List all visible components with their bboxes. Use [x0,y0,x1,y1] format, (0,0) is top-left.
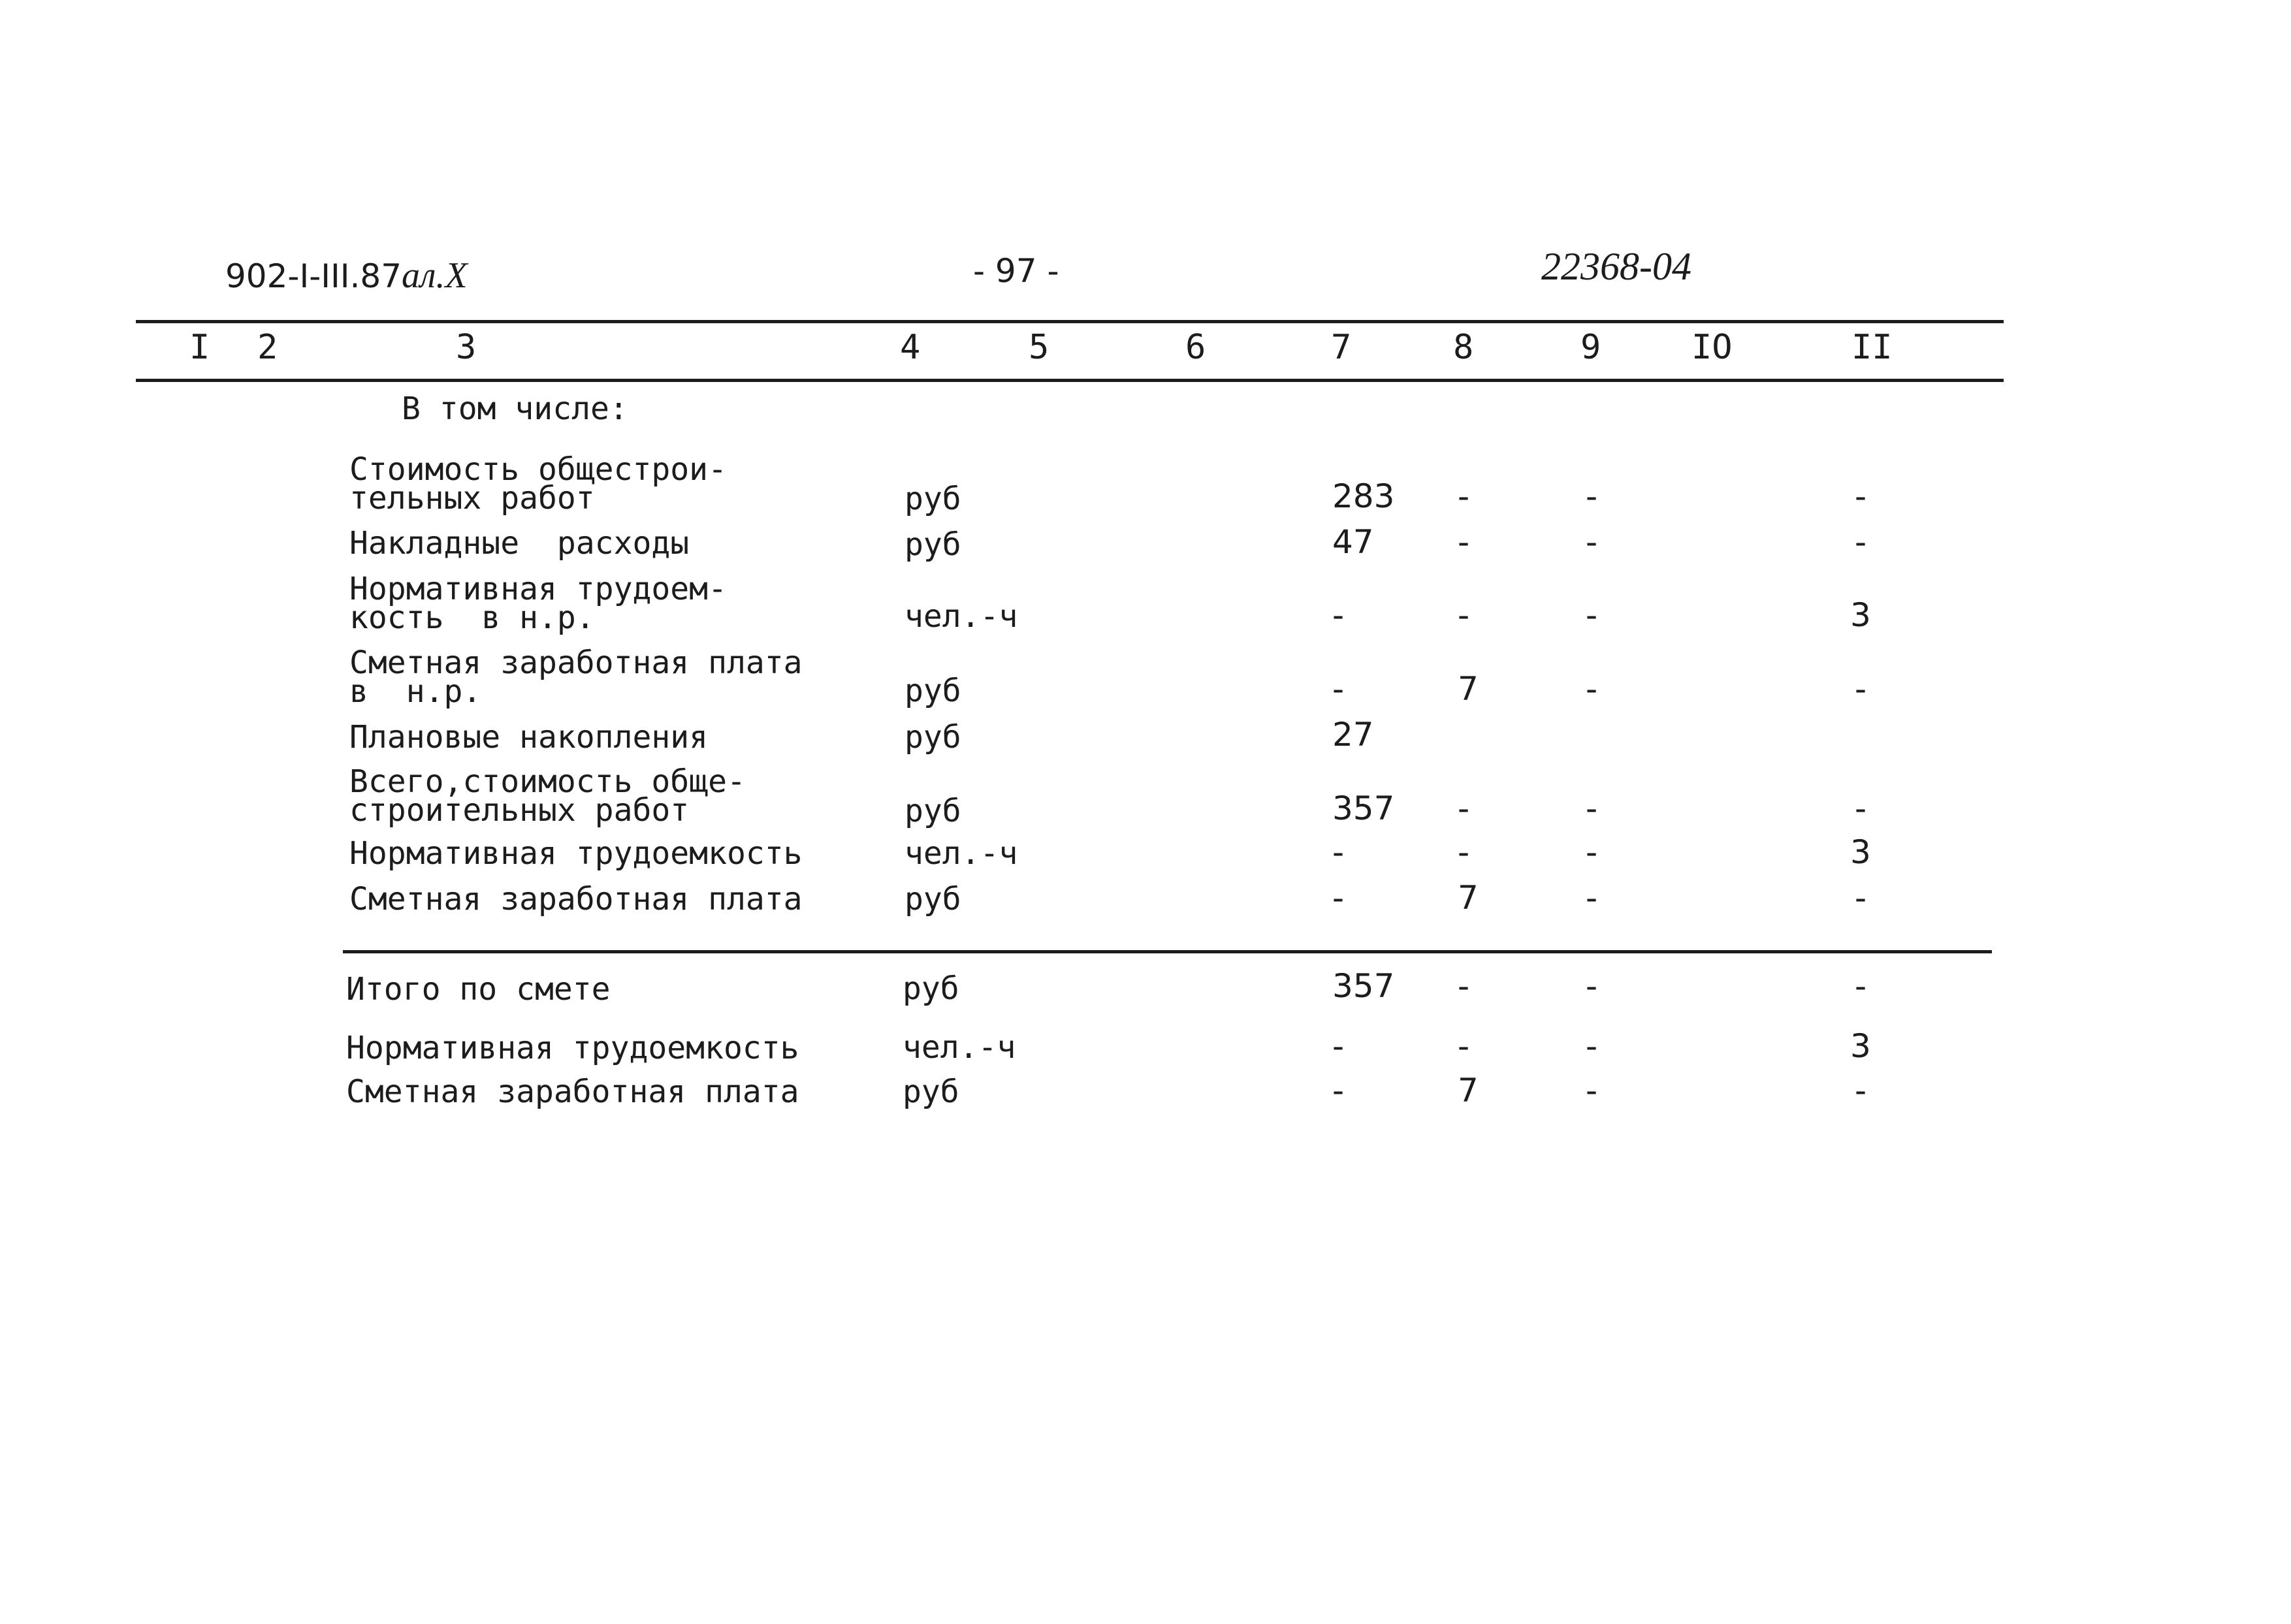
total-description: Сметная заработная плата [346,1074,799,1110]
total-col11: - [1855,967,1867,1005]
table-top-rule [136,320,2004,323]
totals-separator-rule [343,950,1992,953]
table-header-bottom-rule [136,379,2004,382]
row-col11: - [1855,523,1867,561]
total-col8: - [1458,1027,1470,1065]
row-col8: - [1458,477,1470,515]
row-unit: руб [905,719,961,756]
row-col7: - [1332,879,1345,917]
row-description: Нормативная трудоем- кость в н.р. [349,571,727,636]
row-col7: - [1332,833,1345,871]
row-col11: - [1855,477,1867,515]
column-number: 7 [1331,328,1352,367]
total-col11: 3 [1850,1027,1871,1065]
column-number: 2 [257,328,278,367]
total-description: Нормативная трудоемкость [346,1030,799,1066]
row-description: Плановые накопления [349,719,709,756]
row-col9: - [1586,789,1598,827]
total-unit: руб [903,970,959,1007]
row-col9: - [1586,879,1598,917]
row-col7: - [1332,670,1345,708]
row-col8: 7 [1458,879,1479,917]
row-col8: 7 [1458,670,1479,708]
row-col11: 3 [1850,596,1871,634]
document-code: 902-I-III.87ал.Х [225,255,468,296]
row-description: Сметная заработная плата [349,881,803,917]
row-col7: 47 [1332,523,1374,561]
row-col9: - [1586,670,1598,708]
row-col11: - [1855,670,1867,708]
total-col7: - [1332,1072,1345,1109]
album-mark: ал.Х [402,255,468,296]
row-col9: - [1586,477,1598,515]
total-col7: 357 [1332,967,1395,1005]
total-col7: - [1332,1027,1345,1065]
row-description: Нормативная трудоемкость [349,835,803,872]
row-col9: - [1586,596,1598,634]
row-col7: - [1332,596,1345,634]
row-col8: - [1458,596,1470,634]
row-col7: 283 [1332,477,1395,515]
page-number: - 97 - [973,252,1059,290]
row-unit: руб [905,673,961,709]
row-unit: руб [905,793,961,829]
section-title: В том числе: [402,390,628,427]
total-description: Итого по смете [346,971,611,1008]
column-number: I [189,328,210,367]
row-col8: - [1458,789,1470,827]
row-col7: 27 [1332,716,1374,754]
column-number: 6 [1185,328,1206,367]
total-col9: - [1586,1072,1598,1109]
row-description: Сметная заработная плата в н.р. [349,645,803,710]
row-unit: руб [905,481,961,517]
total-unit: чел.-ч [903,1029,1016,1066]
row-description: Накладные расходы [349,525,690,562]
row-col9: - [1586,523,1598,561]
row-unit: руб [905,881,961,917]
column-number: IO [1691,328,1733,367]
column-number: II [1851,328,1893,367]
row-col11: - [1855,789,1867,827]
row-col8: - [1458,833,1470,871]
row-description: Всего,стоимость обще- строительных работ [349,763,746,829]
row-col11: - [1855,879,1867,917]
row-col9: - [1586,833,1598,871]
total-col8: 7 [1458,1072,1479,1109]
total-col9: - [1586,967,1598,1005]
row-unit: чел.-ч [905,835,1018,872]
row-unit: чел.-ч [905,598,1018,635]
total-col11: - [1855,1072,1867,1109]
row-col7: 357 [1332,789,1395,827]
row-col11: 3 [1850,833,1871,871]
total-col8: - [1458,967,1470,1005]
row-description: Стоимость общестрои- тельных работ [349,451,727,517]
total-col9: - [1586,1027,1598,1065]
column-number: 3 [456,328,477,367]
total-unit: руб [903,1074,959,1110]
archive-number: 22368-04 [1541,245,1691,288]
column-number: 9 [1580,328,1601,367]
column-number: 5 [1029,328,1049,367]
column-number: 4 [900,328,921,367]
column-number: 8 [1453,328,1474,367]
row-unit: руб [905,526,961,563]
row-col8: - [1458,523,1470,561]
